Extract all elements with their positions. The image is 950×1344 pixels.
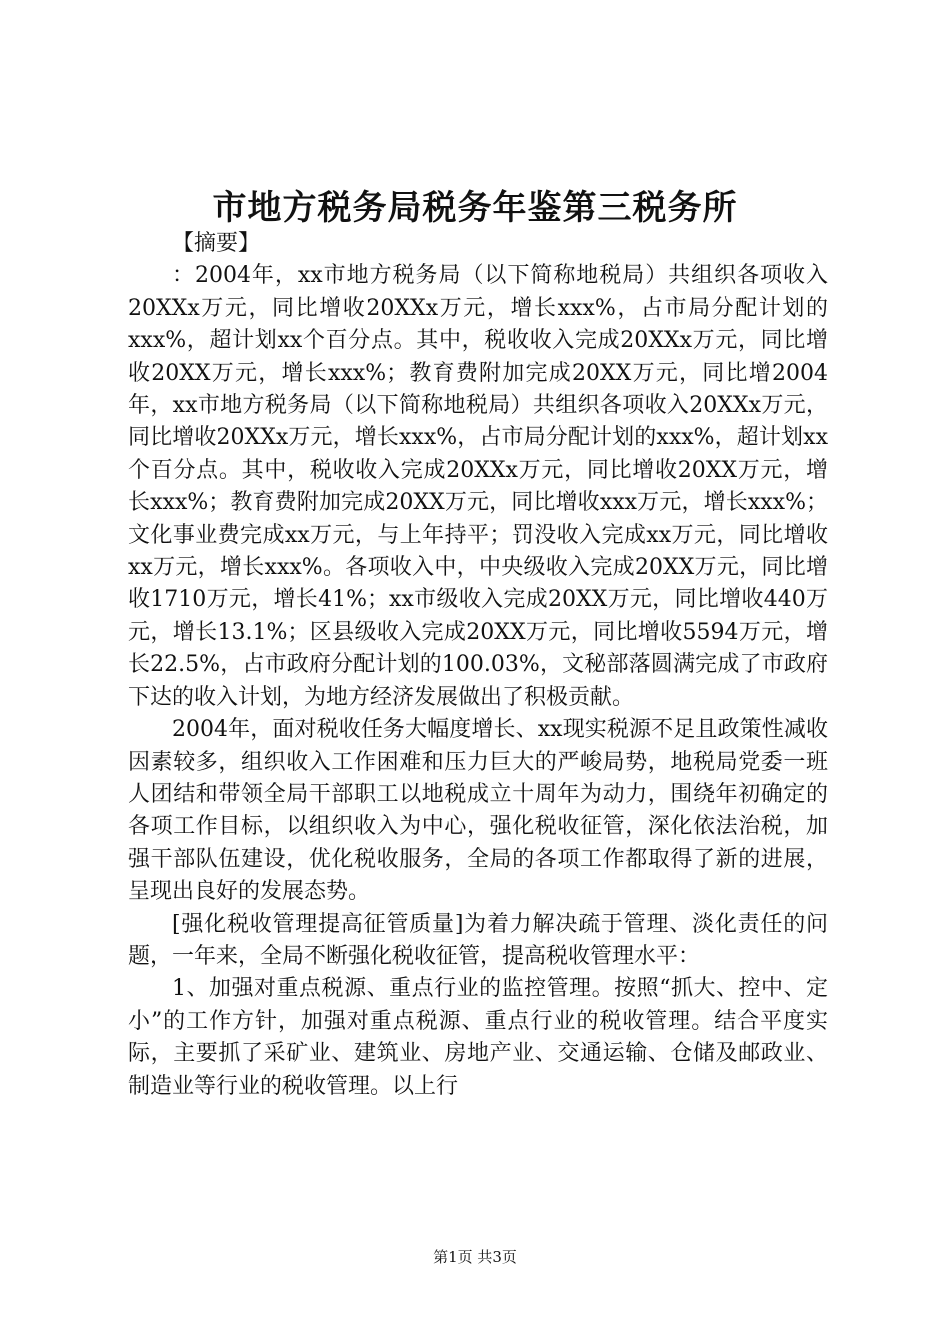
paragraph-overview: 2004年，面对税收任务大幅度增长、xx现实税源不足且政策性减收因素较多，组织收入工作困难和压力巨大的严峻局势，地税局党委一班人团结和带领全局干部职工以地税成立十周年为动力，围绕年初确定的各项工作目标，以组织收入为中心，强化税收征管，深化依法治税，加强干部队伍建设，优化税收服务，全局的各项工作都取得了新的进展，呈现出良好的发展态势。 (128, 717, 828, 905)
page-footer: 第1页 共3页 (433, 1248, 517, 1266)
paragraph-section-intro: [强化税收管理提高征管质量]为着力解决疏于管理、淡化责任的问题，一年来，全局不断强化税收征管，提高税收管理水平： (128, 911, 828, 969)
abstract-heading: 【摘要】 (172, 231, 261, 256)
document-title: 市地方税务局税务年鉴第三税务所 (212, 188, 738, 228)
paragraph-item-1: 1、加强对重点税源、重点行业的监控管理。按照“抓大、控中、定小”的工作方针，加强对重点税源、重点行业的税收管理。结合平度实际，主要抓了采矿业、建筑业、房地产业、交通运输、仓储及邮政业、制造业等行业的税收管理。以上行 (128, 976, 828, 1099)
document-body (128, 228, 828, 1103)
paragraph-summary: ：2004年，xx市地方税务局（以下简称地税局）共组织各项收入20XXx万元，同比增收20XXx万元，增长xxx%，占市局分配计划的xxx%，超计划xx个百分点。其中，税收收入完成20XXx万元，同比增收20XX万元，增长xxx%；教育费附加完成20XX万元，同比增2004年，xx市地方税务局（以下简称地税局）共组织各项收入20XXx万元，同比增收20XXx万元，增长xxx%，占市局分配计划的xxx%，超计划xx个百分点。其中，税收收入完成20XXx万元，同比增收20XX万元，增长xxx%；教育费附加完成20XX万元，同比增收xxx万元，增长xxx%；文化事业费完成xx万元，与上年持平；罚没收入完成xx万元，同比增收xx万元，增长xxx%。各项收入中，中央级收入完成20XX万元，同比增收1710万元，增长41%；xx市级收入完成20XX万元，同比增收440万元，增长13.1%；区县级收入完成20XX万元，同比增收5594万元，增长22.5%，占市政府分配计划的100.03%，文秘部落圆满完成了市政府下达的收入计划，为地方经济发展做出了积极贡献。 (128, 263, 828, 710)
